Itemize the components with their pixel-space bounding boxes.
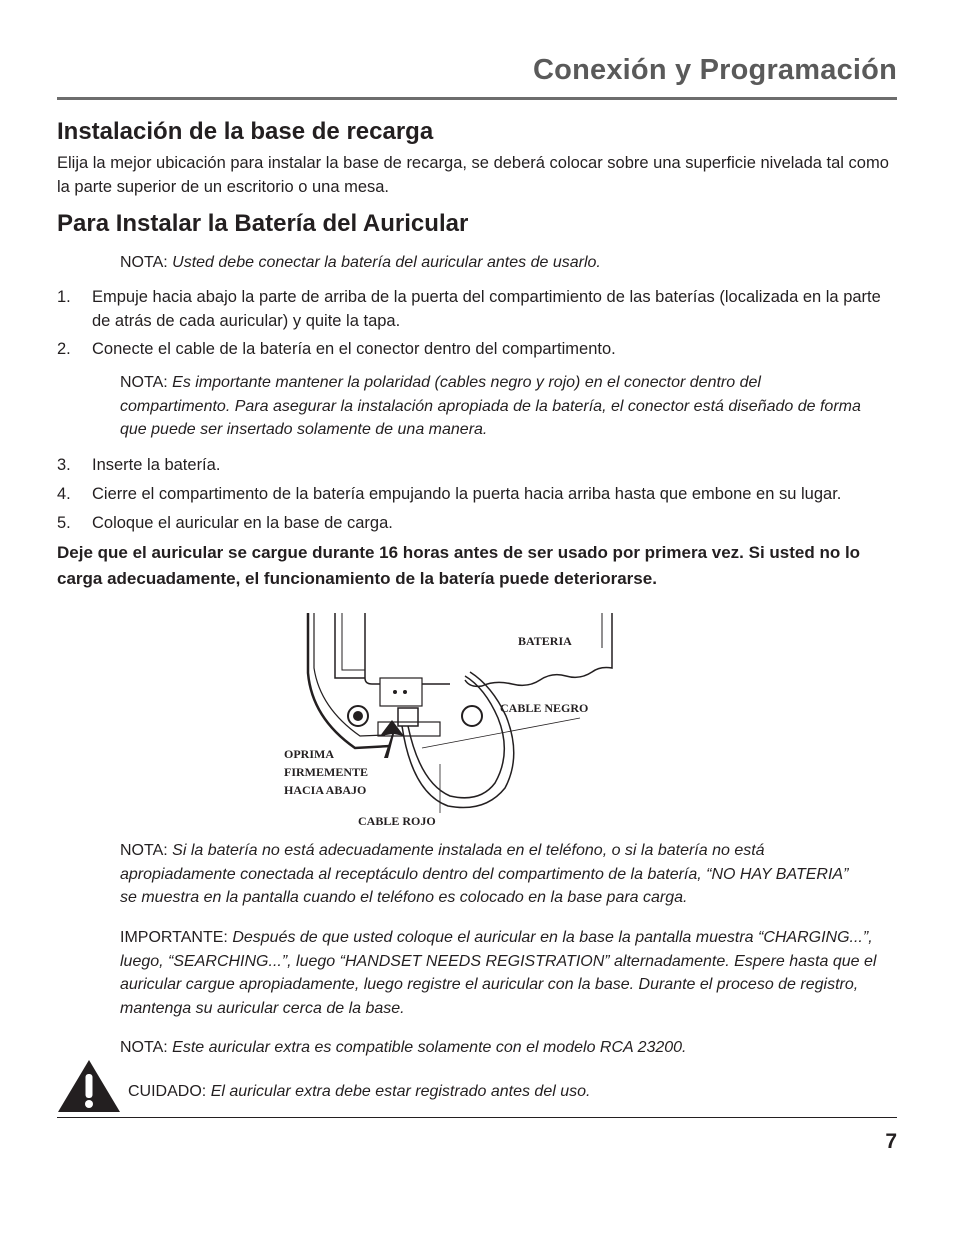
label-cable-rojo: CABLE ROJO (358, 814, 436, 828)
step-number: 5. (57, 514, 71, 532)
note-no-battery (120, 839, 855, 910)
label-oprima-line2: FIRMEMENTE (284, 765, 368, 779)
note-polarity (120, 371, 870, 442)
connector-pin (393, 690, 397, 694)
note-text: Este auricular extra es compatible solamente con el modelo RCA 23200. (172, 1039, 687, 1056)
door-edge (335, 613, 365, 678)
battery-compartment (365, 613, 450, 684)
note-connect-battery (120, 251, 880, 275)
step-text: Coloque el auricular en la base de carga. (92, 514, 393, 532)
door-edge-inner (342, 613, 365, 670)
connector-pin (403, 690, 407, 694)
section-body-base-install: Elija la mejor ubicación para instalar la base de recarga, se deberá colocar sobre una superficie nivelada tal como la parte superior de un escritorio o una mesa. (57, 154, 889, 196)
note-text: Es importante mantener la polaridad (cables negro y rojo) en el conector dentro del compartimento. Para asegurar la instalación apropiada de la batería, el conector está diseñado de forma que puede ser insertado solamente de una manera. (120, 374, 861, 438)
note-importante (120, 926, 880, 1020)
note-text: Si la batería no está adecuadamente instalada en el teléfono, o si la batería no está apropiadamente conectada al receptáculo dentro del compartimento de la batería, “NO HAY BATERIA” se muestra en la pantalla cuando el teléfono es colocado en la base para carga. (120, 842, 849, 906)
note-text: Después de que usted coloque el auricular en la base la pantalla muestra “CHARGING...”, luego, “SEARCHING...”, luego “HANDSET NEEDS REGISTRATION” alternadamente. Espere hasta que el auricular cargue apropiadamente, luego registre el auricular con la base. Durante el proceso de registro, mantenga su auricular cerca de la base. (120, 929, 877, 1017)
battery-plug (398, 708, 418, 726)
list-item (57, 337, 897, 361)
step-text: Empuje hacia abajo la parte de arriba de la puerta del compartimiento de las baterías (localizada en la parte de atrás de cada auricular) y quite la tapa. (92, 288, 881, 330)
note-label: NOTA: (120, 374, 168, 391)
page-header-title: Conexión y Programación (533, 54, 897, 86)
note-label: IMPORTANTE: (120, 929, 228, 946)
note-label: NOTA: (120, 254, 168, 271)
section-heading-base-install: Instalación de la base de recarga (57, 118, 434, 145)
list-item (57, 511, 897, 535)
label-bateria: BATERIA (518, 634, 572, 648)
label-oprima-line1: OPRIMA (284, 747, 334, 761)
warning-icon (56, 1058, 122, 1114)
section-heading-battery-install: Para Instalar la Batería del Auricular (57, 210, 469, 237)
header-divider (57, 97, 897, 100)
charging-warning: Deje que el auricular se cargue durante 16 horas antes de ser usado por primera vez. Si usted no lo carga adecuadamente, el funcionamiento de la batería puede deteriorarse. (57, 543, 861, 588)
caution-text: El auricular extra debe estar registrado antes del uso. (210, 1083, 591, 1100)
step-number: 1. (57, 288, 71, 306)
step-text: Cierre el compartimento de la batería empujando la puerta hacia arriba hasta que embone en su lugar. (92, 485, 842, 503)
battery-pack (465, 613, 612, 686)
note-label: NOTA: (120, 1039, 168, 1056)
label-cable-negro: CABLE NEGRO (500, 701, 589, 715)
screw-hole (462, 706, 482, 726)
list-item (57, 285, 897, 333)
step-number: 2. (57, 340, 71, 358)
page-number: 7 (885, 1130, 897, 1153)
list-item (57, 453, 897, 477)
note-compatibility (120, 1036, 880, 1060)
step-text: Inserte la batería. (92, 456, 221, 474)
step-number: 3. (57, 456, 71, 474)
footer-divider (57, 1117, 897, 1118)
step-text: Conecte el cable de la batería en el conector dentro del compartimento. (92, 340, 616, 358)
step-number: 4. (57, 485, 71, 503)
screw-hole-center (353, 711, 363, 721)
leader-line-black-cable (422, 718, 580, 748)
connector-socket (380, 678, 422, 706)
battery-installation-figure (280, 608, 620, 833)
caution-label: CUIDADO: (128, 1083, 207, 1100)
caution-note (128, 1080, 590, 1103)
list-item (57, 482, 897, 506)
note-text: Usted debe conectar la batería del auricular antes de usarlo. (172, 254, 601, 271)
battery-diagram (280, 608, 620, 833)
label-oprima-line3: HACIA ABAJO (284, 783, 367, 797)
note-label: NOTA: (120, 842, 168, 859)
